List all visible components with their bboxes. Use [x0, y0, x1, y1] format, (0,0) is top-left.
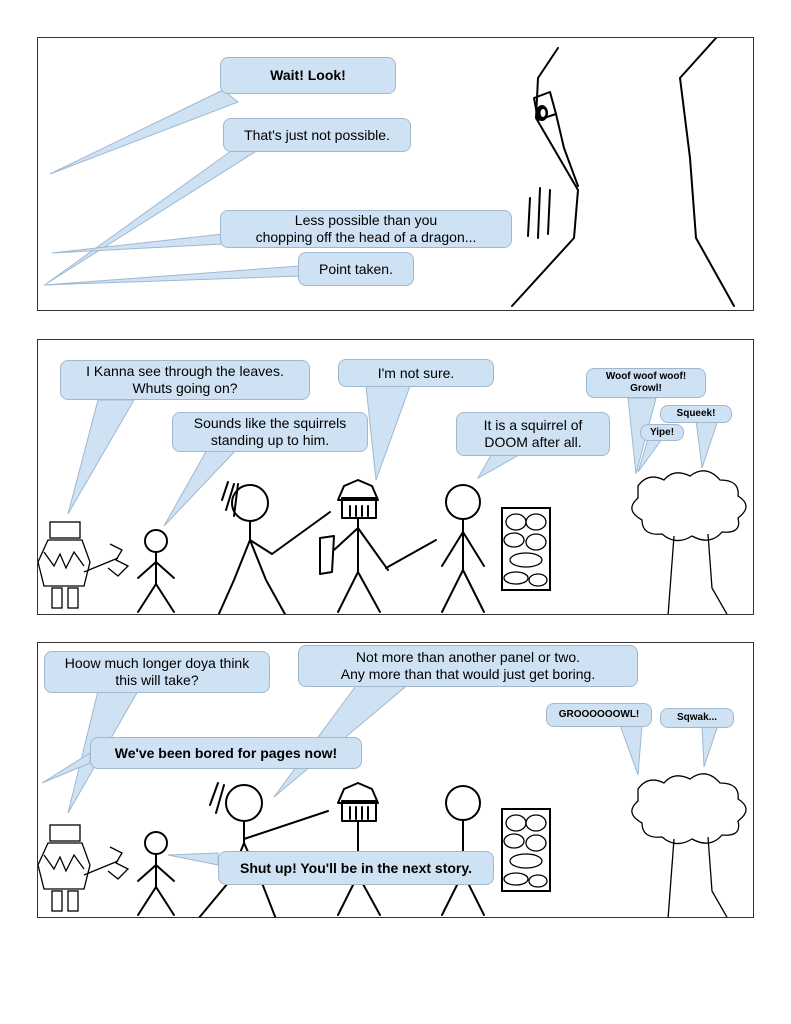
speech-bubble-not-possible: That's just not possible.: [223, 118, 411, 152]
speech-bubble-squeek: Squeek!: [660, 405, 732, 423]
speech-bubble-squirrels: Sounds like the squirrels standing up to him.: [172, 412, 368, 452]
speech-tail: [620, 725, 642, 775]
small-stick-figure: [138, 530, 174, 612]
stone-pillar: [502, 809, 550, 891]
speech-bubble-less-possible: Less possible than you chopping off the head of a dragon...: [220, 210, 512, 248]
speech-bubble-bored: We've been bored for pages now!: [90, 737, 362, 769]
speech-bubble-woof: Woof woof woof! Growl!: [586, 368, 706, 398]
speech-tail: [702, 725, 718, 767]
speech-bubble-kanna: I Kanna see through the leaves. Whuts going on?: [60, 360, 310, 400]
speech-tail: [50, 90, 238, 174]
speech-bubble-doom: It is a squirrel of DOOM after all.: [456, 412, 610, 456]
stick-figure: [442, 485, 484, 612]
speech-bubble-point-taken: Point taken.: [298, 252, 414, 286]
speech-bubble-wait: Wait! Look!: [220, 57, 396, 94]
speech-bubble-shut-up: Shut up! You'll be in the next story.: [218, 851, 494, 885]
dwarf-character: [38, 825, 128, 911]
speech-tail: [44, 266, 300, 285]
speech-tail: [168, 853, 218, 865]
speech-bubble-not-sure: I'm not sure.: [338, 359, 494, 387]
cave-wall-left: [512, 48, 578, 306]
cave-wall-right: [680, 38, 734, 306]
princess-character: [218, 482, 330, 615]
speech-tail: [696, 420, 718, 468]
bush-tree: [632, 471, 746, 615]
speech-tail: [52, 234, 223, 253]
speech-bubble-how-long: Hoow much longer doya think this will take?: [44, 651, 270, 693]
speech-bubble-sqwak: Sqwak...: [660, 708, 734, 728]
knight-character: [338, 783, 380, 915]
speech-bubble-another-panel: Not more than another panel or two. Any more than that would just get boring.: [298, 645, 638, 687]
speech-tail: [366, 386, 410, 480]
small-stick-figure: [138, 832, 174, 915]
comic-panel-3: [37, 642, 754, 918]
stone-pillar: [502, 508, 550, 590]
bush-tree: [632, 774, 746, 918]
speech-bubble-yipe: Yipe!: [640, 424, 684, 441]
speech-tail: [68, 400, 134, 514]
dwarf-character: [38, 522, 128, 608]
comic-panel-2: [37, 339, 754, 615]
speech-bubble-groowl: GROOOOOOWL!: [546, 703, 652, 727]
comic-panel-1: [37, 37, 754, 311]
knight-character: [320, 480, 436, 612]
